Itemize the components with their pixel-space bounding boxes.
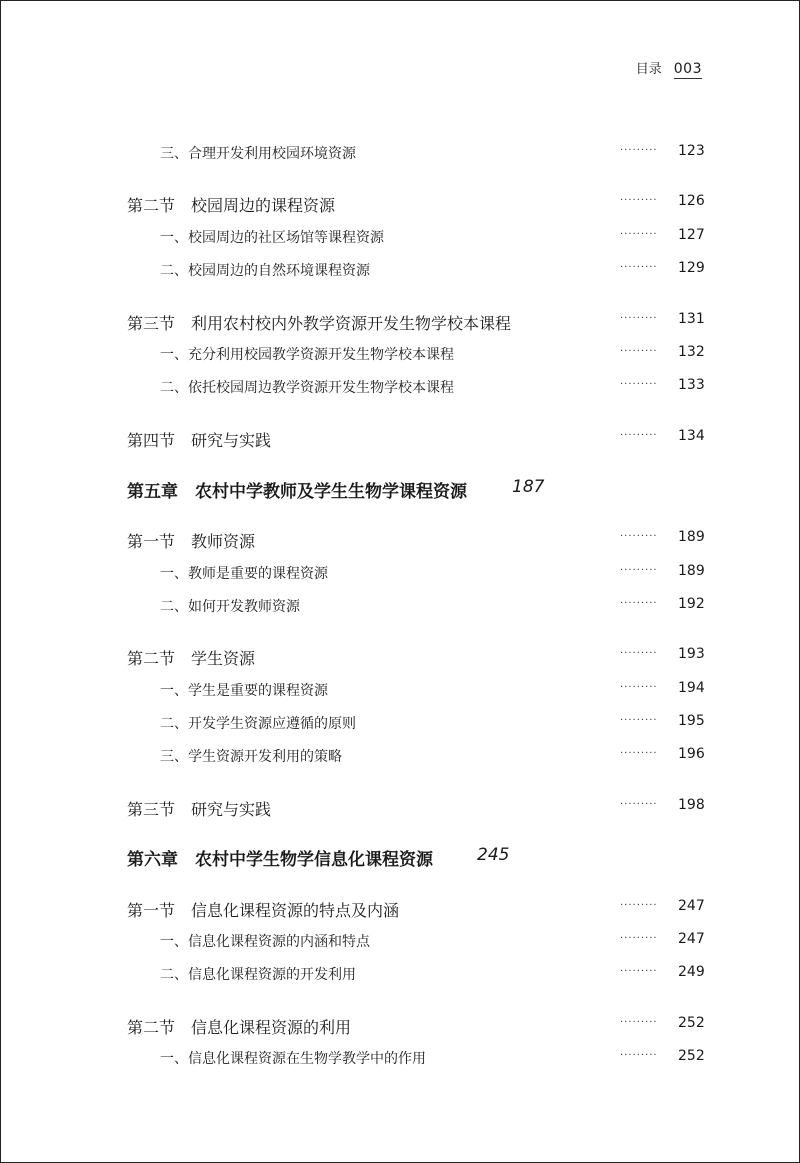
dot-leader: ········· [620, 748, 658, 759]
dot-leader: ········· [620, 598, 658, 609]
toc-section-entry[interactable] [0, 529, 800, 553]
toc-subsection-entry[interactable] [0, 143, 800, 167]
header-page-number: 003 [673, 61, 702, 77]
entry-title: 一、信息化课程资源的内涵和特点 [160, 934, 370, 950]
toc-section-entry[interactable] [0, 193, 800, 217]
entry-title: 一、教师是重要的课程资源 [160, 566, 328, 582]
entry-page-number: 193 [678, 646, 705, 662]
dot-leader: ········· [620, 565, 658, 576]
entry-page-number: 194 [678, 680, 705, 696]
dot-leader: ········· [620, 900, 658, 911]
entry-page-number: 129 [678, 260, 705, 276]
toc-subsection-entry[interactable] [0, 377, 800, 401]
entry-page-number: 134 [678, 428, 705, 444]
entry-title: 第一节 信息化课程资源的特点及内涵 [127, 901, 400, 920]
dot-leader: ········· [620, 313, 658, 324]
entry-page-number: 133 [678, 377, 705, 393]
toc-chapter-entry[interactable] [0, 845, 800, 869]
toc-section-entry[interactable] [0, 646, 800, 670]
entry-title: 一、充分利用校园教学资源开发生物学校本课程 [160, 347, 454, 363]
entry-page-number: 252 [678, 1015, 705, 1031]
entry-title: 二、校园周边的自然环境课程资源 [160, 263, 370, 279]
running-header [636, 58, 702, 79]
toc-subsection-entry[interactable] [0, 680, 800, 704]
dot-leader: ········· [620, 1050, 658, 1061]
entry-title: 第六章 农村中学生物学信息化课程资源 [127, 850, 433, 870]
toc-subsection-entry[interactable] [0, 1048, 800, 1072]
entry-title: 一、校园周边的社区场馆等课程资源 [160, 230, 384, 246]
dot-leader: ········· [620, 195, 658, 206]
toc-subsection-entry[interactable] [0, 344, 800, 368]
dot-leader: ········· [620, 262, 658, 273]
toc-section-entry[interactable] [0, 797, 800, 821]
entry-title: 二、依托校园周边教学资源开发生物学校本课程 [160, 380, 454, 396]
entry-title: 第二节 校园周边的课程资源 [127, 196, 336, 215]
entry-title: 第四节 研究与实践 [127, 431, 272, 450]
entry-page-number: 192 [678, 596, 705, 612]
entry-title: 三、学生资源开发利用的策略 [160, 749, 342, 765]
entry-page-number: 131 [678, 311, 705, 327]
toc-subsection-entry[interactable] [0, 964, 800, 988]
entry-title: 第三节 研究与实践 [127, 800, 272, 819]
entry-page-number: 249 [678, 964, 705, 980]
entry-page-number: 245 [477, 845, 510, 865]
dot-leader: ········· [620, 379, 658, 390]
entry-page-number: 196 [678, 746, 705, 762]
entry-title: 第五章 农村中学教师及学生生物学课程资源 [127, 482, 467, 502]
entry-title: 二、开发学生资源应遵循的原则 [160, 716, 356, 732]
toc-subsection-entry[interactable] [0, 563, 800, 587]
entry-page-number: 189 [678, 529, 705, 545]
dot-leader: ········· [620, 715, 658, 726]
dot-leader: ········· [620, 682, 658, 693]
dot-leader: ········· [620, 966, 658, 977]
toc-section-entry[interactable] [0, 898, 800, 922]
toc-subsection-entry[interactable] [0, 260, 800, 284]
toc-subsection-entry[interactable] [0, 931, 800, 955]
entry-page-number: 127 [678, 227, 705, 243]
entry-page-number: 189 [678, 563, 705, 579]
entry-page-number: 198 [678, 797, 705, 813]
dot-leader: ········· [620, 648, 658, 659]
entry-title: 第一节 教师资源 [127, 532, 256, 551]
dot-leader: ········· [620, 229, 658, 240]
toc-subsection-entry[interactable] [0, 596, 800, 620]
entry-page-number: 252 [678, 1048, 705, 1064]
toc-subsection-entry[interactable] [0, 227, 800, 251]
dot-leader: ········· [620, 933, 658, 944]
dot-leader: ········· [620, 430, 658, 441]
entry-title: 第二节 信息化课程资源的利用 [127, 1018, 352, 1037]
toc-section-entry[interactable] [0, 1015, 800, 1039]
entry-title: 二、如何开发教师资源 [160, 599, 300, 615]
entry-title: 一、学生是重要的课程资源 [160, 683, 328, 699]
entry-title: 第二节 学生资源 [127, 649, 256, 668]
toc-subsection-entry[interactable] [0, 746, 800, 770]
toc-section-entry[interactable] [0, 311, 800, 335]
entry-page-number: 195 [678, 713, 705, 729]
entry-page-number: 132 [678, 344, 705, 360]
entry-page-number: 123 [678, 143, 705, 159]
dot-leader: ········· [620, 145, 658, 156]
toc-subsection-entry[interactable] [0, 713, 800, 737]
entry-page-number: 247 [678, 898, 705, 914]
dot-leader: ········· [620, 1017, 658, 1028]
toc-chapter-entry[interactable] [0, 477, 800, 501]
entry-title: 第三节 利用农村校内外教学资源开发生物学校本课程 [127, 314, 512, 333]
dot-leader: ········· [620, 799, 658, 810]
entry-title: 三、合理开发利用校园环境资源 [160, 146, 356, 162]
header-label: 目录 [635, 62, 662, 77]
entry-title: 二、信息化课程资源的开发利用 [160, 967, 356, 983]
dot-leader: ········· [620, 346, 658, 357]
entry-page-number: 187 [512, 477, 545, 497]
entry-page-number: 126 [678, 193, 705, 209]
dot-leader: ········· [620, 531, 658, 542]
toc-section-entry[interactable] [0, 428, 800, 452]
entry-page-number: 247 [678, 931, 705, 947]
entry-title: 一、信息化课程资源在生物学教学中的作用 [160, 1051, 426, 1067]
